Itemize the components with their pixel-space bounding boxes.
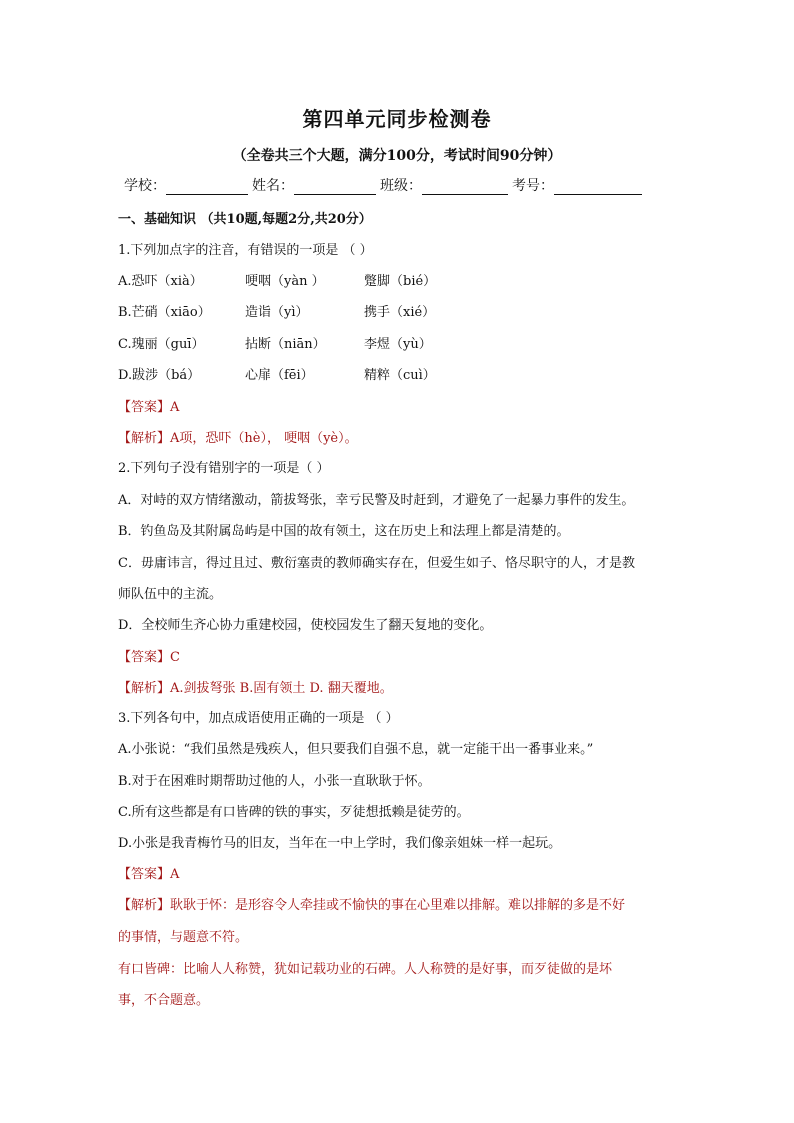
name-label: 姓名： <box>252 178 294 194</box>
q1-option-c <box>118 333 638 351</box>
class-label: 班级： <box>380 178 422 194</box>
q1-d-1: D.跋涉（bá） <box>118 368 201 383</box>
q2-option-c-cont: 师队伍中的主流。 <box>118 587 223 602</box>
q2-analysis: 【解析】A.剑拔弩张 B.固有领土 D. 翻天覆地。 <box>118 681 393 696</box>
school-field[interactable] <box>166 180 248 195</box>
student-info-row <box>124 175 684 195</box>
q1-option-b <box>118 301 638 319</box>
exam-number-label: 考号： <box>512 178 554 194</box>
q3-option-d: D.小张是我青梅竹马的旧友，当年在一中上学时，我们像亲姐妹一样一起玩。 <box>118 836 562 851</box>
q3-analysis-line3: 有口皆碑：比喻人人称赞，犹如记载功业的石碑。人人称赞的是好事，而歹徒做的是坏 <box>118 962 613 977</box>
q3-analysis-line4: 事，不合题意。 <box>118 993 210 1008</box>
q2-option-a: A．对峙的双方情绪激动，箭拔驽张，幸亏民警及时赶到，才避免了一起暴力事件的发生。 <box>118 493 635 508</box>
q2-option-d: D．全校师生齐心协力重建校园，使校园发生了翻天复地的变化。 <box>118 618 493 633</box>
exam-title: 第四单元同步检测卷 <box>302 107 492 131</box>
q1-option-d <box>118 364 638 382</box>
school-label: 学校： <box>124 178 166 194</box>
q2-answer: 【答案】C <box>118 650 180 665</box>
q3-analysis-line1: 【解析】耿耿于怀：是形容令人牵挂或不愉快的事在心里难以排解。难以排解的多是不好 <box>118 898 626 913</box>
q2-option-b: B．钓鱼岛及其附属岛屿是中国的故有领土，这在历史上和法理上都是清楚的。 <box>118 524 570 539</box>
q3-answer: 【答案】A <box>118 867 180 882</box>
q3-option-a: A.小张说：“我们虽然是残疾人，但只要我们自强不息，就一定能干出一番事业来。” <box>118 742 594 757</box>
q1-b-1: B.芒硝（xiāo） <box>118 305 211 320</box>
q2-stem: 2.下列句子没有错别字的一项是（ ） <box>118 461 330 476</box>
section-heading: 一、基础知识 （共10题,每题2分,共20分） <box>118 212 372 227</box>
exam-subtitle: （全卷共三个大题，满分100分，考试时间90分钟） <box>232 148 562 164</box>
q3-analysis-line2: 的事情，与题意不符。 <box>118 930 249 945</box>
q3-option-b: B.对于在困难时期帮助过他的人，小张一直耿耿于怀。 <box>118 774 431 789</box>
q2-option-c: C．毋庸讳言，得过且过、敷衍塞责的教师确实存在，但爱生如子、恪尽职守的人，才是教 <box>118 556 635 571</box>
q1-stem: 1.下列加点字的注音，有错误的一项是 （ ） <box>118 243 373 258</box>
q3-option-c: C.所有这些都是有口皆碑的铁的事实，歹徒想抵赖是徒劳的。 <box>118 805 470 820</box>
q1-c-1: C.瑰丽（guī） <box>118 337 205 352</box>
q3-stem: 3.下列各句中，加点成语使用正确的一项是 （ ） <box>118 711 399 726</box>
exam-number-field[interactable] <box>554 180 642 195</box>
q1-c-3: 李煜（yù） <box>364 337 432 352</box>
q1-a-1: A.恐吓（xià） <box>118 274 203 289</box>
name-field[interactable] <box>294 180 376 195</box>
q1-b-2: 造诣（yì） <box>245 305 309 320</box>
q1-a-3: 蹩脚（bié） <box>364 274 437 289</box>
q1-analysis: 【解析】A项，恐吓（hè）， 哽咽（yè）。 <box>118 431 358 446</box>
q1-c-2: 拈断（niān） <box>245 337 326 352</box>
q1-a-2: 哽咽（yàn ） <box>245 274 325 289</box>
q1-option-a <box>118 270 638 288</box>
q1-answer: 【答案】A <box>118 400 180 415</box>
class-field[interactable] <box>422 180 508 195</box>
q1-b-3: 携手（xié） <box>364 305 436 320</box>
q1-d-3: 精粹（cuì） <box>364 368 436 383</box>
q1-d-2: 心扉（fēi） <box>245 368 314 383</box>
